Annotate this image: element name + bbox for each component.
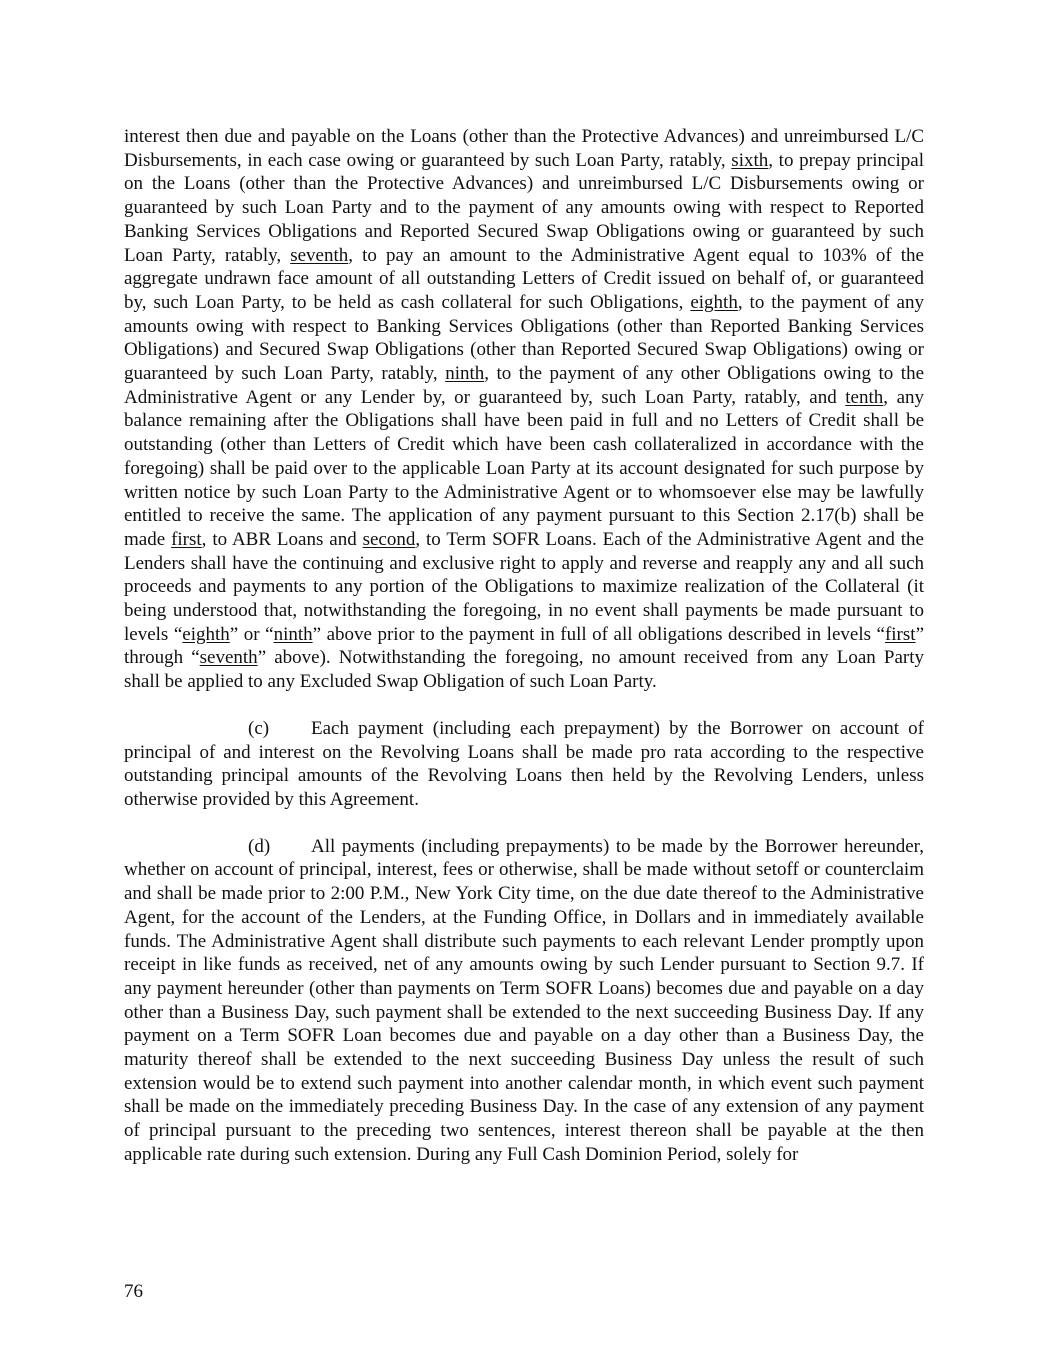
paragraph-d-text: All payments (including prepayments) to be made by the Borrower hereunder, whether on account of principal, interest, fees or otherwise, shall be made without setoff or counterclaim and shall be made prior to 2:00 P.M., New York City time, on the due date thereof to the Administrative Agent, for the account of the Lenders, at the Funding Office, in Dollars and in immediately available funds. The Administrative Agent shall distribute such payments to each relevant Lender promptly upon receipt in like funds as received, net of any amounts owing by such Lender pursuant to Section 9.7. If any payment hereunder (other than payments on Term SOFR Loans) becomes due and payable on a day other than a Business Day, such payment shall be extended to the next succeeding Business Day. If any payment on a Term SOFR Loan becomes due and payable on a day other than a Business Day, the maturity thereof shall be extended to the next succeeding Business Day unless the result of such extension would be to extend such payment into another calendar month, in which event such payment shall be made on the immediately preceding Business Day. In the case of any extension of any payment of principal pursuant to the preceding two sentences, interest thereon shall be payable at the then applicable rate during such extension. During any Full Cash Dominion Period, solely for bbox=[124, 835, 924, 1165]
text-run: ” or “ bbox=[229, 623, 274, 645]
text-run: ” through “ bbox=[124, 623, 924, 669]
paragraph-d bbox=[124, 835, 924, 1167]
text-run: , to prepay principal on the Loans (other than the Protective Advances) and unreimbursed L/C Disbursements owing or guaranteed by such Loan Party and to the payment of any amounts owing with respect to Reported Banking Services Obligations and Reported Secured Swap Obligations owing or guaranteed by such Loan Party, ratably, bbox=[124, 149, 924, 266]
paragraph-c bbox=[124, 717, 924, 812]
text-run: interest then due and payable on the Loans (other than the Protective Advances) and unreimbursed L/C Disbursements, in each case owing or guaranteed by such Loan Party, ratably, bbox=[124, 126, 924, 171]
text-run: , to the payment of any other Obligations owing to the Administrative Agent or any Lender by, or guaranteed by, such Loan Party, ratably, and bbox=[124, 363, 925, 408]
text-run: , to Term SOFR Loans. Each of the Administrative Agent and the Lenders shall have the continuing and exclusive right to apply and reverse and reapply any and all such proceeds and payments to any portion of the Obligations to maximize realization of the Collateral (it being understood that, notwithstanding the foregoing, in no event shall payments be made pursuant to levels “ bbox=[124, 528, 924, 645]
underlined-term: sixth bbox=[731, 149, 769, 171]
paragraph-c-label: (c) bbox=[248, 717, 270, 739]
text-run: , to pay an amount to the Administrative Agent equal to 103% of the aggregate undrawn face amount of all outstanding Letters of Credit issued on behalf of, or guaranteed by, such Loan Party, to be held as cash collateral for such Obligations, bbox=[124, 244, 924, 313]
underlined-term: first bbox=[171, 528, 202, 550]
paragraph-c-text: Each payment (including each prepayment) by the Borrower on account of principal of and interest on the Revolving Loans shall be made pro rata according to the respective outstanding principal amounts of the Revolving Loans then held by the Revolving Lenders, unless otherwise provided by this Agreement. bbox=[124, 717, 924, 810]
underlined-term: eighth bbox=[182, 623, 230, 645]
text-run: ” above prior to the payment in full of all obligations described in levels “ bbox=[312, 623, 885, 645]
paragraph-d-label: (d) bbox=[248, 835, 271, 857]
text-run: , to ABR Loans and bbox=[201, 528, 363, 550]
underlined-term: second bbox=[362, 528, 416, 550]
text-run: ” above). Notwithstanding the foregoing, no amount received from any Loan Party shall be applied to any Excluded Swap Obligation of such Loan Party. bbox=[124, 647, 924, 693]
text-run: , any balance remaining after the Obligations shall have been paid in full and no Letters of Credit shall be outstanding (other than Letters of Credit which have been cash collateralized in accordance with the foregoing) shall be paid over to the applicable Loan Party at its account designated for such purpose by written notice by such Loan Party to the Administrative Agent or to whomsoever else may be lawfully entitled to receive the same. The application of any payment pursuant to this Section 2.17(b) shall be made bbox=[124, 386, 924, 550]
text-run: , to the payment of any amounts owing with respect to Banking Services Obligations (other than Reported Banking Services Obligations) and Secured Swap Obligations (other than Reported Secured Swap Obligations) owing or guaranteed by such Loan Party, ratably, bbox=[124, 291, 924, 385]
page-number: 76 bbox=[124, 1281, 143, 1302]
underlined-term: seventh bbox=[290, 244, 349, 266]
underlined-term: eighth bbox=[690, 291, 738, 313]
document-page bbox=[124, 125, 924, 1167]
underlined-term: tenth bbox=[845, 386, 884, 408]
underlined-term: seventh bbox=[199, 647, 258, 669]
underlined-term: ninth bbox=[273, 623, 313, 645]
paragraph-waterfall-continuation bbox=[124, 125, 924, 694]
underlined-term: first bbox=[884, 623, 916, 645]
underlined-term: ninth bbox=[445, 363, 485, 385]
